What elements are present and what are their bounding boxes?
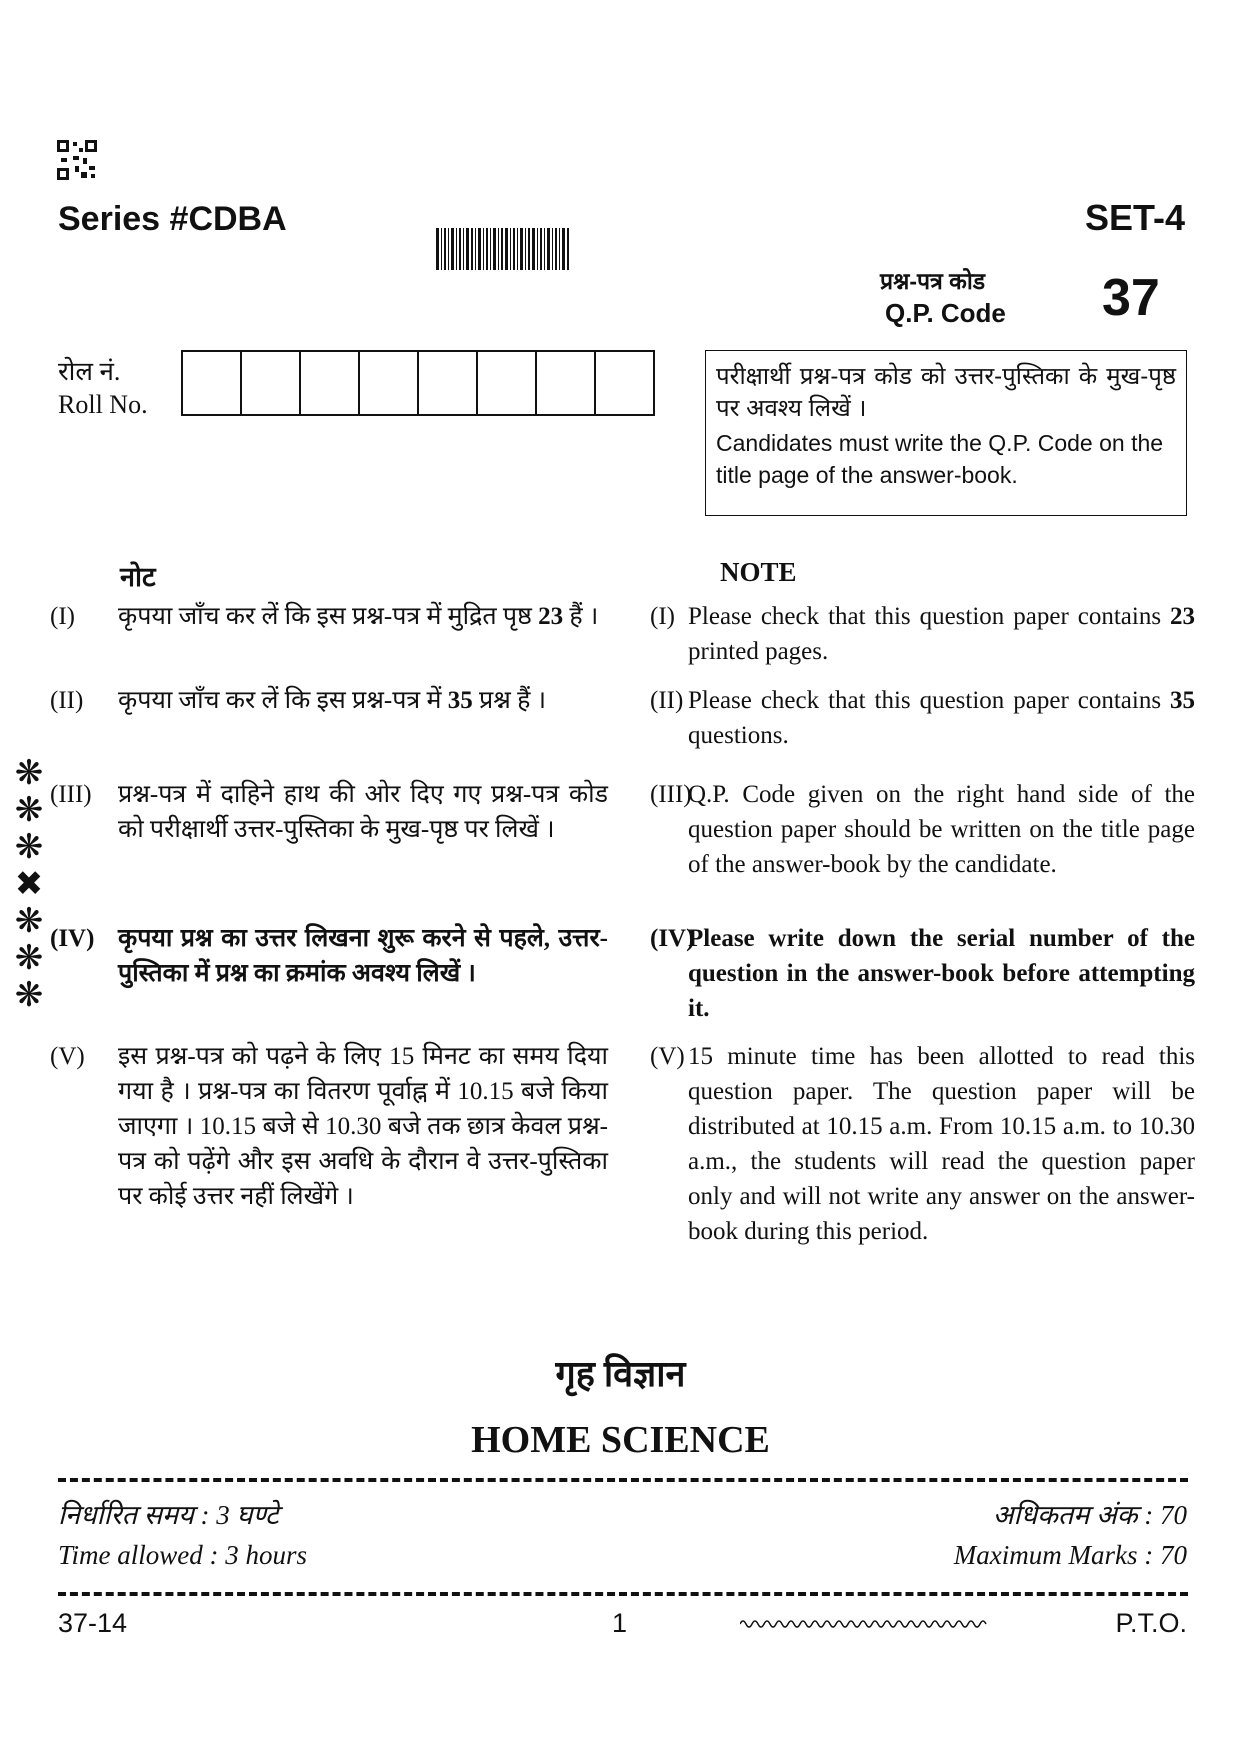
notice-hindi: परीक्षार्थी प्रश्न-पत्र कोड को उत्तर-पुस्तिका के मुख-पृष्ठ पर अवश्य लिखें । <box>716 363 1176 422</box>
note-text: 15 minute time has been allotted to read this question paper. The question paper will be distributed at 10.15 a.m. From 10.15 a.m. to 10.30 a.m., the students will read the question paper only and will not write any answer on the answer-book during this period. <box>688 1043 1195 1245</box>
note-item <box>50 921 670 1039</box>
note-text: इस प्रश्न-पत्र को पढ़ने के लिए 15 मिनट का समय दिया गया है । प्रश्न-पत्र का वितरण पूर्वाह्न में 10.15 बजे किया जाएगा । 10.15 बजे से 10.30 बजे तक छात्र केवल प्रश्न-पत्र को पढ़ेंगे और इस अवधि के दौरान वे उत्तर-पुस्तिका पर कोई उत्तर नहीं लिखेंगे । <box>118 1043 608 1210</box>
notes-hindi <box>50 557 670 1214</box>
note-text: कृपया जाँच कर लें कि इस प्रश्न-पत्र में मुद्रित पृष्ठ 23 हैं । <box>118 603 599 630</box>
qp-code-label: Q.P. Code <box>885 298 1006 328</box>
note-item <box>650 921 1195 1039</box>
note-number: (II) <box>650 687 684 714</box>
qp-code-value: 37 <box>1102 269 1160 327</box>
note-number: (II) <box>50 687 84 714</box>
margin-marks <box>12 755 46 1014</box>
cross-icon: ✖ <box>14 866 44 903</box>
roll-box[interactable] <box>242 352 301 414</box>
divider <box>58 1478 1188 1482</box>
note-number: (V) <box>650 1043 685 1070</box>
note-number: (V) <box>50 1043 85 1070</box>
note-item <box>50 777 670 921</box>
wavy-line-icon <box>740 1616 990 1632</box>
note-item <box>650 777 1195 921</box>
note-text: Please write down the serial number of the question in the answer-book before attempting it. <box>688 925 1195 1022</box>
series-label: Series #CDBA <box>58 200 287 238</box>
note-number: (IV) <box>650 925 695 952</box>
qp-code-label-hindi: प्रश्न-पत्र कोड <box>880 268 986 294</box>
note-text: कृपया प्रश्न का उत्तर लिखना शुरू करने से पहले, उत्तर-पुस्तिका में प्रश्न का क्रमांक अवश्य लिखें । <box>118 925 608 987</box>
qr-code-icon <box>57 140 97 180</box>
note-text: Please check that this question paper contains 23 printed pages. <box>688 603 1195 665</box>
note-text: कृपया जाँच कर लें कि इस प्रश्न-पत्र में 35 प्रश्न हैं । <box>118 687 547 714</box>
maximum-marks-hindi: अधिकतम अंक : 70 <box>992 1500 1187 1530</box>
asterisk-icon: ❋ <box>14 977 44 1014</box>
note-item <box>50 599 670 683</box>
pto-label: P.T.O. <box>1115 1608 1187 1638</box>
asterisk-icon: ❋ <box>14 755 44 792</box>
roll-box[interactable] <box>478 352 537 414</box>
qp-code-notice <box>705 350 1187 516</box>
roll-number-boxes[interactable] <box>181 350 655 416</box>
note-item <box>650 599 1195 683</box>
note-item <box>50 683 670 777</box>
note-item <box>650 683 1195 777</box>
page-number: 1 <box>612 1608 628 1638</box>
note-number: (III) <box>650 781 692 808</box>
roll-label-hindi: रोल नं. <box>58 357 121 386</box>
roll-box[interactable] <box>596 352 653 414</box>
barcode-icon <box>436 228 569 270</box>
divider <box>58 1592 1188 1596</box>
notes-heading-hindi: नोट <box>120 562 156 592</box>
note-number: (IV) <box>50 925 95 952</box>
subject-title-hindi: गृह विज्ञान <box>555 1354 686 1394</box>
time-allowed-hindi: निर्धारित समय : 3 घण्टे <box>58 1500 279 1530</box>
set-label: SET-4 <box>1084 197 1185 238</box>
roll-box[interactable] <box>360 352 419 414</box>
asterisk-icon: ❋ <box>14 829 44 866</box>
note-number: (I) <box>50 603 75 630</box>
notes-heading: NOTE <box>720 557 797 587</box>
note-text: प्रश्न-पत्र में दाहिने हाथ की ओर दिए गए प्रश्न-पत्र कोड को परीक्षार्थी उत्तर-पुस्तिका के मुख-पृष्ठ पर लिखें । <box>118 781 608 843</box>
time-allowed: Time allowed : 3 hours <box>58 1540 308 1570</box>
asterisk-icon: ❋ <box>14 940 44 977</box>
note-item <box>50 1039 670 1214</box>
asterisk-icon: ❋ <box>14 792 44 829</box>
note-number: (III) <box>50 781 92 808</box>
note-number: (I) <box>650 603 675 630</box>
note-text: Q.P. Code given on the right hand side of the question paper should be written on the title page of the answer-book by the candidate. <box>688 781 1195 878</box>
roll-box[interactable] <box>537 352 596 414</box>
subject-title: HOME SCIENCE <box>471 1419 770 1461</box>
paper-code: 37-14 <box>58 1608 128 1638</box>
roll-box[interactable] <box>301 352 360 414</box>
notes-english <box>650 557 1195 1249</box>
asterisk-icon: ❋ <box>14 903 44 940</box>
notice-english: Candidates must write the Q.P. Code on the title page of the answer-book. <box>716 430 1164 488</box>
maximum-marks: Maximum Marks : 70 <box>953 1540 1187 1570</box>
roll-box[interactable] <box>419 352 478 414</box>
note-item <box>650 1039 1195 1249</box>
note-text: Please check that this question paper contains 35 questions. <box>688 687 1195 749</box>
roll-label: Roll No. <box>58 390 148 419</box>
roll-box[interactable] <box>183 352 242 414</box>
